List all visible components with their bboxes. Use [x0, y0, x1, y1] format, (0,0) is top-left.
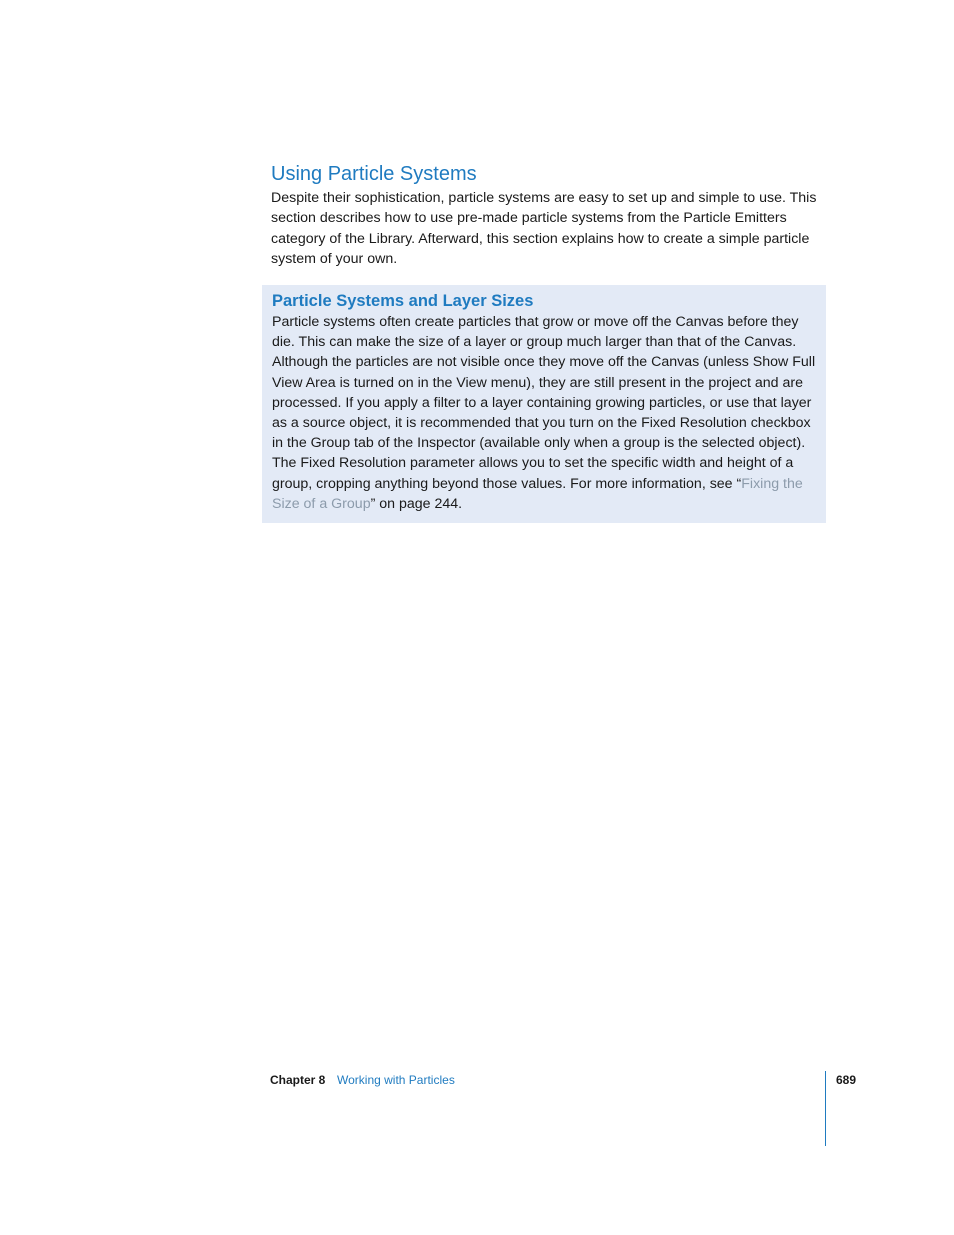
- callout-title: Particle Systems and Layer Sizes: [272, 292, 534, 310]
- footer-chapter: Chapter 8: [270, 1073, 326, 1087]
- section-title: Using Particle Systems: [271, 163, 477, 185]
- footer-chapter-title: Working with Particles: [337, 1073, 455, 1087]
- intro-paragraph: Despite their sophistication, particle systems are easy to set up and simple to use. This section describes how to use pre-made particle systems from the Particle Emitters category of the Library. Afterward, this section explains how to create a simple particle system of your own.: [271, 190, 817, 267]
- callout-box: [262, 285, 826, 523]
- page-number: 689: [836, 1073, 857, 1087]
- callout-body-text: Particle systems often create particles that grow or move off the Canvas before they die. This can make the size of a layer or group much larger than that of the Canvas. Although the particles are not visible once they move off the Canvas (unless Show Full View Area is turned on in the View menu), they are still present in the project and are processed. If you apply a filter to a layer containing growing particles, or use that layer as a source object, it is recommended that you turn on the Fixed Resolution checkbox in the Group tab of the Inspector (available only when a group is the selected object). The Fixed Resolution parameter allows you to set the specific width and height of a group, cropping anything beyond those values. For more information, see “: [272, 314, 816, 492]
- callout-body-end: ” on page 244.: [370, 495, 463, 512]
- cross-reference-link[interactable]: Fixing the Size of a Group: [272, 475, 803, 512]
- callout-body: [272, 312, 817, 514]
- footer-divider: [825, 1071, 826, 1146]
